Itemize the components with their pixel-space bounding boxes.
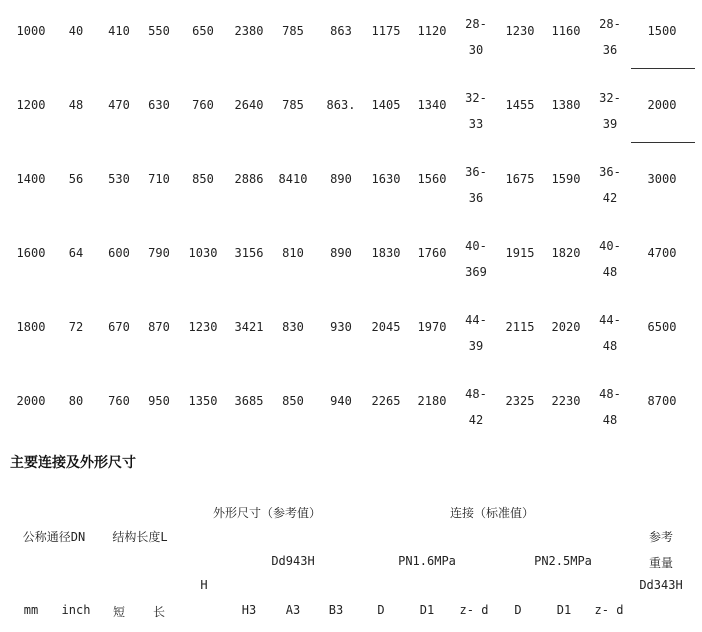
- table-cell: 760: [192, 98, 214, 112]
- header-nominal-dn: 公称通径DN: [22, 530, 86, 544]
- table-cell: 2886: [234, 172, 264, 186]
- table-cell-stacked: [456, 307, 496, 359]
- table-cell: 1230: [188, 320, 218, 334]
- table-cell-stacked: [590, 159, 630, 211]
- table-cell: 530: [108, 172, 130, 186]
- table-cell: 8700: [647, 394, 677, 408]
- table-cell-part: 36-: [465, 165, 487, 179]
- table-cell-stacked: [456, 11, 496, 63]
- table-cell: 760: [108, 394, 130, 408]
- table-cell: 1380: [551, 98, 581, 112]
- header-model-dd943h: Dd943H: [271, 554, 315, 568]
- header-d-pn25: D: [514, 603, 522, 617]
- section-title: 主要连接及外形尺寸: [10, 455, 136, 471]
- table-cell: 56: [68, 172, 84, 186]
- header-d1-pn16: D1: [419, 603, 435, 617]
- table-cell: 3156: [234, 246, 264, 260]
- table-cell-stacked: [456, 233, 496, 285]
- table-cell: 630: [148, 98, 170, 112]
- table-cell: 2265: [371, 394, 401, 408]
- table-cell: 550: [148, 24, 170, 38]
- table-cell: 650: [192, 24, 214, 38]
- table-cell: 1760: [417, 246, 447, 260]
- table-cell-part: 30: [468, 43, 484, 57]
- table-cell: 1820: [551, 246, 581, 260]
- table-cell: 1405: [371, 98, 401, 112]
- header-zd-pn16: z- d: [459, 603, 489, 617]
- table-cell-stacked: [456, 159, 496, 211]
- table-cell-part: 48: [602, 413, 618, 427]
- table-cell: 1600: [16, 246, 46, 260]
- table-cell: 830: [282, 320, 304, 334]
- table-cell: 1455: [505, 98, 535, 112]
- table-cell: 3000: [647, 172, 677, 186]
- table-cell: 1000: [16, 24, 46, 38]
- table-cell-part: 48-: [465, 387, 487, 401]
- table-cell-stacked: [590, 233, 630, 285]
- table-cell-part: 28-: [599, 17, 621, 31]
- header-inch: inch: [61, 603, 91, 617]
- table-cell-part: 32-: [465, 91, 487, 105]
- table-cell: 2325: [505, 394, 535, 408]
- table-cell: 1230: [505, 24, 535, 38]
- table-cell: 2020: [551, 320, 581, 334]
- header-d1-pn25: D1: [556, 603, 572, 617]
- table-cell: 3685: [234, 394, 264, 408]
- table-cell-part: 28-: [465, 17, 487, 31]
- table-cell: 470: [108, 98, 130, 112]
- table-cell: 6500: [647, 320, 677, 334]
- table-cell: 4700: [647, 246, 677, 260]
- table-cell: 863: [330, 24, 352, 38]
- table-cell-part: 36-: [599, 165, 621, 179]
- table-cell: 1590: [551, 172, 581, 186]
- table-cell: 410: [108, 24, 130, 38]
- table-cell: 2640: [234, 98, 264, 112]
- table-cell: 1630: [371, 172, 401, 186]
- table-cell: 48: [68, 98, 84, 112]
- table-cell: 2000: [16, 394, 46, 408]
- header-h: H: [200, 578, 208, 592]
- table-cell: 1970: [417, 320, 447, 334]
- table-cell: 1675: [505, 172, 535, 186]
- table-cell: 1340: [417, 98, 447, 112]
- table-cell: 1160: [551, 24, 581, 38]
- table-cell: 940: [330, 394, 352, 408]
- header-model-dd343h: Dd343H: [639, 578, 683, 592]
- header-pn25: PN2.5MPa: [534, 554, 592, 568]
- table-cell-part: 48-: [599, 387, 621, 401]
- header-struct-length: 结构长度L: [112, 530, 168, 544]
- table-cell: 1175: [371, 24, 401, 38]
- table-cell-stacked: [456, 381, 496, 433]
- header-a3: A3: [285, 603, 301, 617]
- header-outline-dims: 外形尺寸（参考值）: [212, 506, 322, 520]
- table-cell-part: 32-: [599, 91, 621, 105]
- table-cell-stacked: [590, 85, 630, 137]
- table-cell: 80: [68, 394, 84, 408]
- table-cell: 1350: [188, 394, 218, 408]
- table-cell: 2230: [551, 394, 581, 408]
- table-cell-stacked: [590, 381, 630, 433]
- table-cell: 863.: [326, 98, 356, 112]
- header-d-pn16: D: [377, 603, 385, 617]
- table-cell-part: 40-: [599, 239, 621, 253]
- table-cell: 710: [148, 172, 170, 186]
- table-cell: 1800: [16, 320, 46, 334]
- header-reference: 参考: [648, 530, 674, 544]
- table-cell: 790: [148, 246, 170, 260]
- table-cell-part: 44-: [599, 313, 621, 327]
- table-cell: 1120: [417, 24, 447, 38]
- table-cell-stacked: [590, 11, 630, 63]
- table-cell-part: 33: [468, 117, 484, 131]
- table-cell: 670: [108, 320, 130, 334]
- weight-divider: [631, 68, 695, 69]
- table-cell-part: 39: [602, 117, 618, 131]
- table-cell: 1830: [371, 246, 401, 260]
- table-cell-part: 36: [468, 191, 484, 205]
- table-cell-part: 40-: [465, 239, 487, 253]
- header-connection: 连接（标准值）: [449, 506, 535, 520]
- header-mm: mm: [23, 603, 39, 617]
- header-weight: 重量: [648, 556, 674, 570]
- table-cell-stacked: [456, 85, 496, 137]
- table-cell: 810: [282, 246, 304, 260]
- weight-divider: [631, 142, 695, 143]
- table-cell: 72: [68, 320, 84, 334]
- table-cell: 2380: [234, 24, 264, 38]
- table-cell: 1915: [505, 246, 535, 260]
- table-cell: 1030: [188, 246, 218, 260]
- table-cell: 850: [282, 394, 304, 408]
- header-long: 长: [152, 605, 166, 619]
- table-cell: 2115: [505, 320, 535, 334]
- table-cell-part: 48: [602, 265, 618, 279]
- table-cell: 600: [108, 246, 130, 260]
- table-cell: 950: [148, 394, 170, 408]
- table-cell: 785: [282, 98, 304, 112]
- table-cell: 40: [68, 24, 84, 38]
- table-cell-part: 42: [602, 191, 618, 205]
- table-cell-part: 44-: [465, 313, 487, 327]
- header-pn16: PN1.6MPa: [398, 554, 456, 568]
- table-cell: 890: [330, 172, 352, 186]
- table-cell-part: 36: [602, 43, 618, 57]
- table-cell: 1200: [16, 98, 46, 112]
- header-short: 短: [112, 605, 126, 619]
- header-h3: H3: [241, 603, 257, 617]
- table-cell: 850: [192, 172, 214, 186]
- table-cell-part: 369: [465, 265, 487, 279]
- table-cell: 930: [330, 320, 352, 334]
- table-cell: 8410: [278, 172, 308, 186]
- table-cell: 1560: [417, 172, 447, 186]
- table-cell: 2045: [371, 320, 401, 334]
- table-cell: 64: [68, 246, 84, 260]
- table-cell: 2000: [647, 98, 677, 112]
- header-zd-pn25: z- d: [594, 603, 624, 617]
- table-cell: 890: [330, 246, 352, 260]
- table-cell-part: 42: [468, 413, 484, 427]
- table-cell: 1400: [16, 172, 46, 186]
- table-cell-part: 39: [468, 339, 484, 353]
- table-cell: 870: [148, 320, 170, 334]
- table-cell: 785: [282, 24, 304, 38]
- header-b3: B3: [328, 603, 344, 617]
- table-cell: 2180: [417, 394, 447, 408]
- table-cell-part: 48: [602, 339, 618, 353]
- table-cell: 3421: [234, 320, 264, 334]
- table-cell-stacked: [590, 307, 630, 359]
- table-cell: 1500: [647, 24, 677, 38]
